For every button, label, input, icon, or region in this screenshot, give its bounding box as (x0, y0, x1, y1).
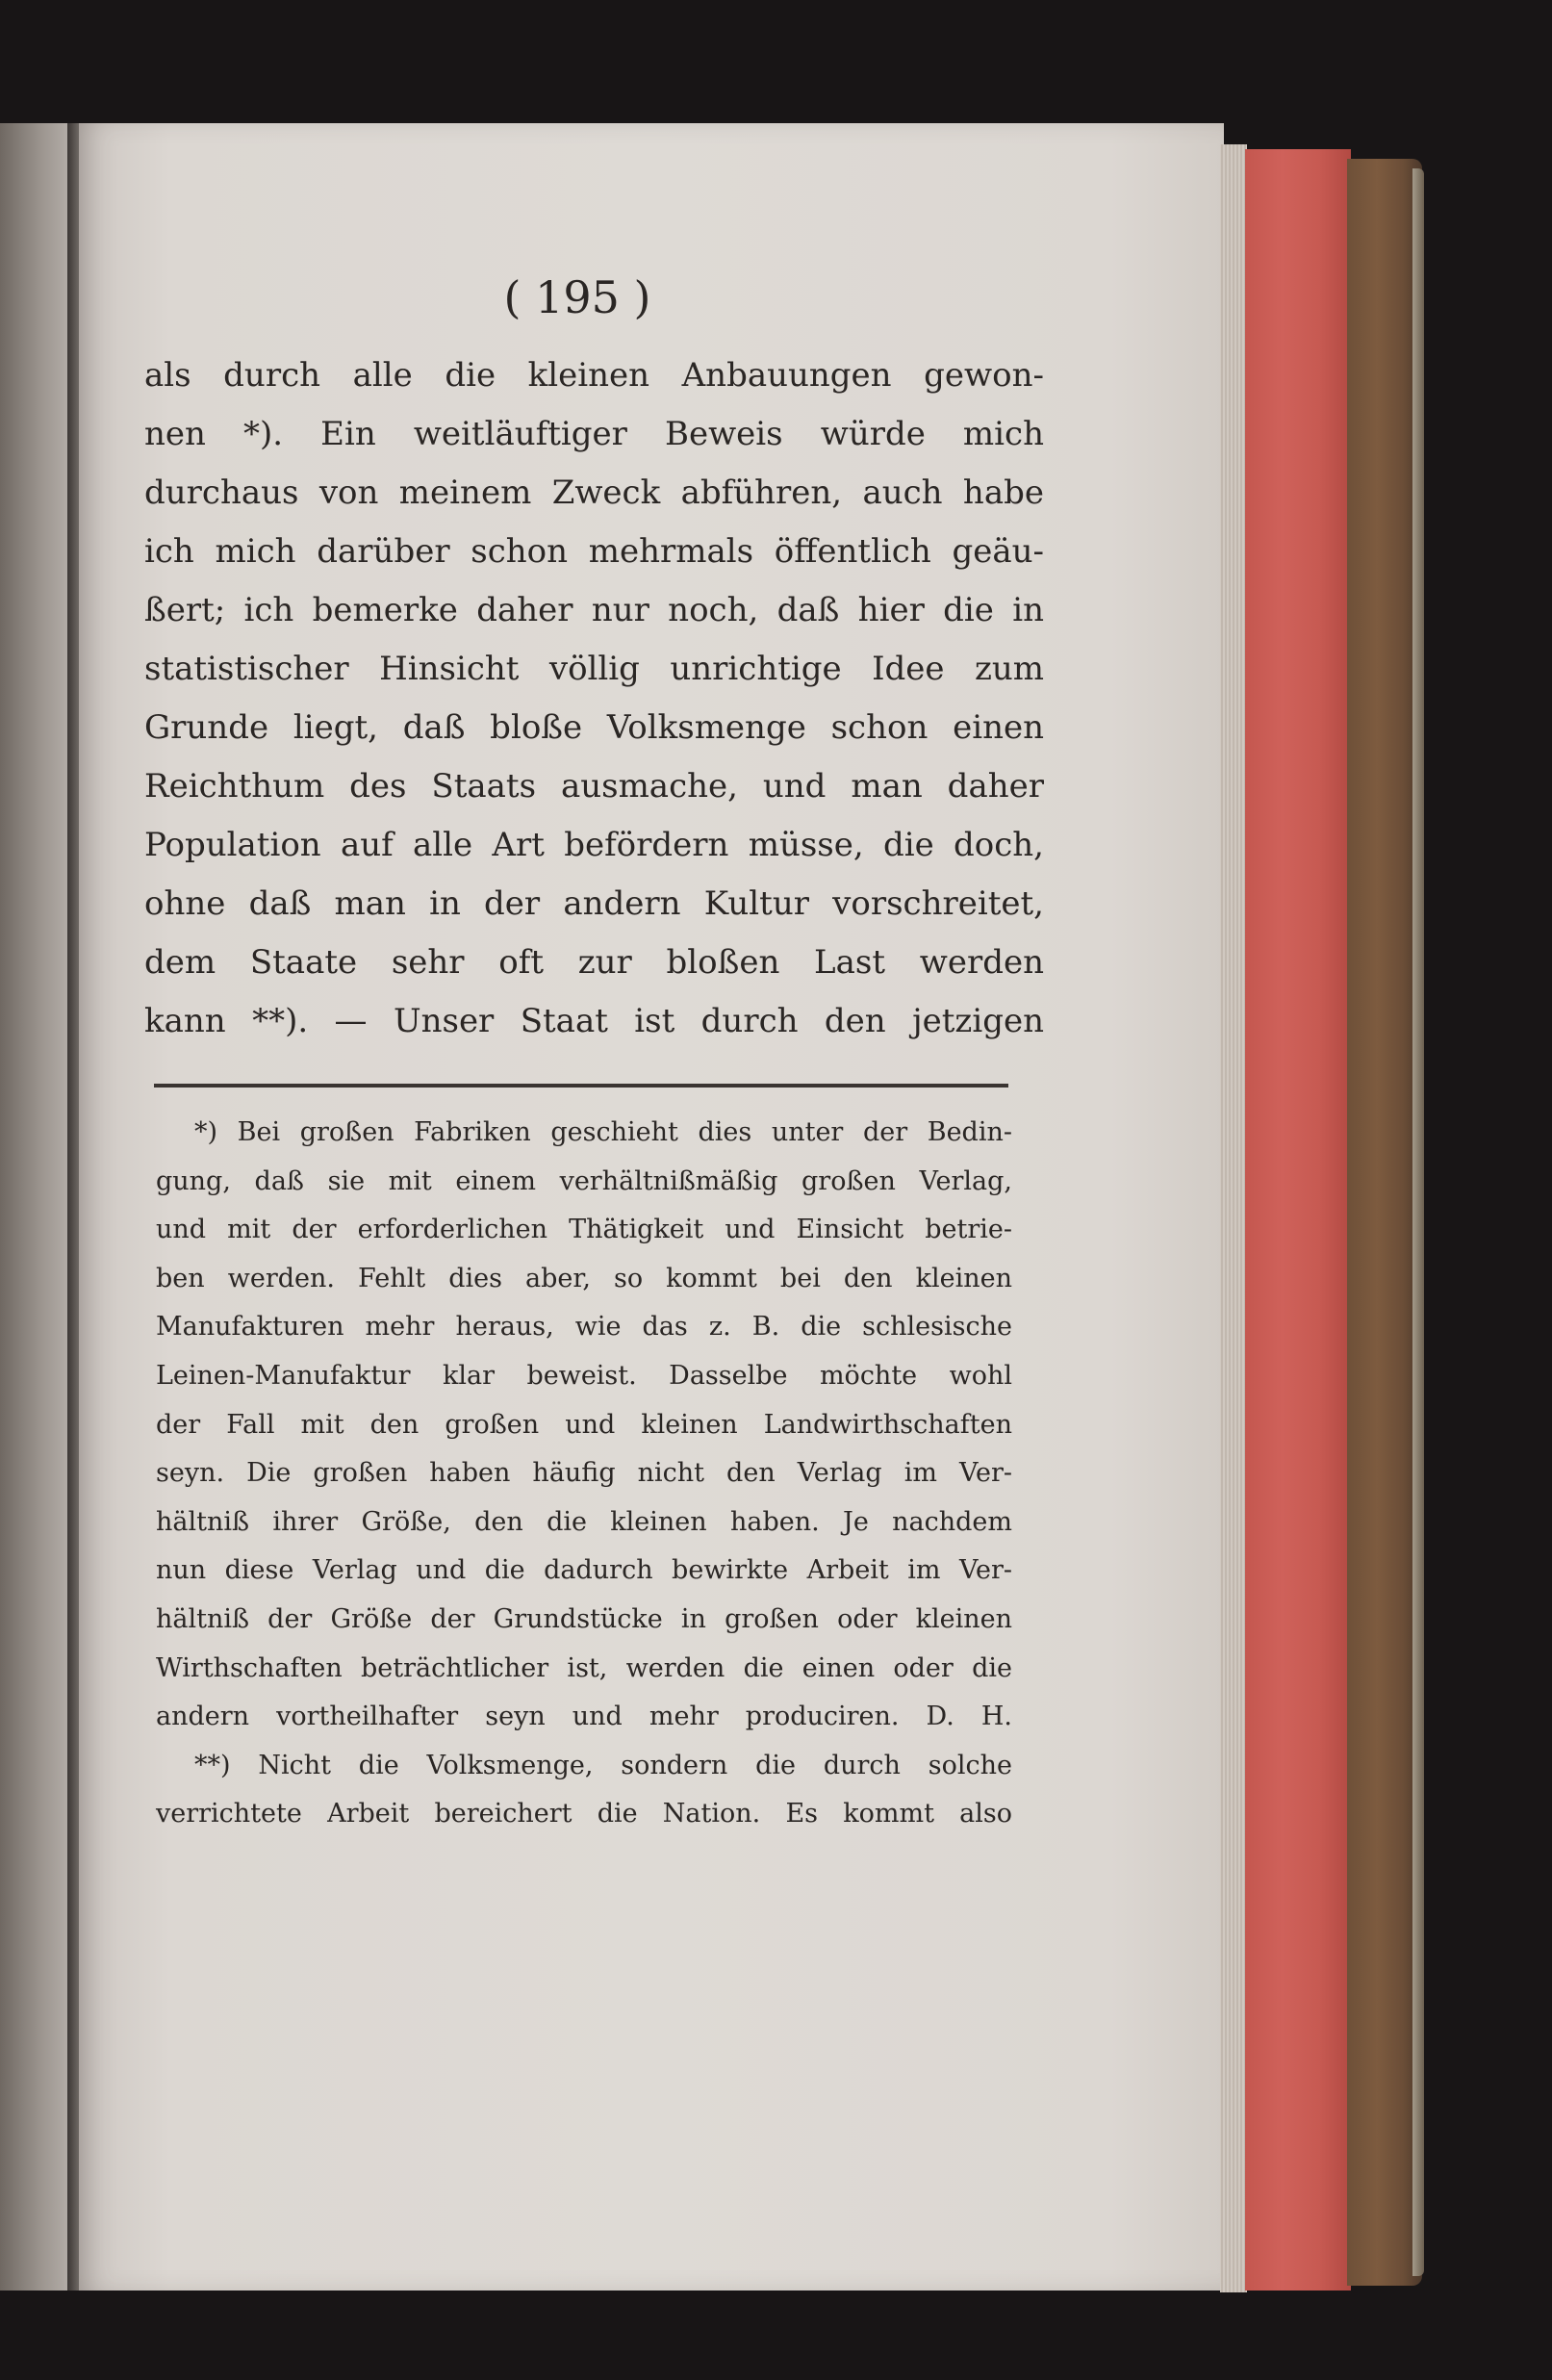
body-line: ich mich darüber schon mehrmals öffentlich geäu- (144, 532, 1044, 571)
footnote-line: gung, daß sie mit einem verhältnißmäßig großen Verlag, (156, 1165, 1012, 1196)
page-number: ( 195 ) (503, 271, 651, 323)
footnote-line: und mit der erforderlichen Thätigkeit und Einsicht betrie- (156, 1215, 1012, 1245)
body-text (144, 346, 1044, 1051)
footnote-line: verrichtete Arbeit bereichert die Nation. Es kommt also (156, 1799, 1012, 1830)
body-line: statistischer Hinsicht völlig unrichtige Idee zum (144, 650, 1044, 688)
footnote-line: seyn. Die großen haben häufig nicht den Verlag im Ver- (156, 1458, 1012, 1489)
page-stack-edge (1220, 144, 1247, 2292)
body-line: als durch alle die kleinen Anbauungen gewon- (144, 356, 1044, 395)
book-cover (1347, 159, 1422, 2286)
previous-page-edge (0, 123, 75, 2290)
footnote-line: andern vortheilhafter seyn und mehr produciren. D. H. (156, 1702, 1012, 1732)
body-line: durchaus von meinem Zweck abführen, auch habe (144, 473, 1044, 512)
red-fore-edge (1245, 149, 1351, 2290)
body-line: ßert; ich bemerke daher nur noch, daß hier die in (144, 591, 1044, 629)
body-line: Grunde liegt, daß bloße Volksmenge schon einen (144, 708, 1044, 747)
body-line: nen *). Ein weitläuftiger Beweis würde mich (144, 415, 1044, 453)
footnote-line: Wirthschaften beträchtlicher ist, werden die einen oder die (156, 1652, 1012, 1683)
footnote-line: hältniß der Größe der Grundstücke in großen oder kleinen (156, 1603, 1012, 1634)
footnote-line: Manufakturen mehr heraus, wie das z. B. die schlesische (156, 1312, 1012, 1343)
body-line: Reichthum des Staats ausmache, und man daher (144, 767, 1044, 806)
body-line: Population auf alle Art befördern müsse, die doch, (144, 826, 1044, 864)
footnotes (156, 1109, 1012, 1839)
footnote-line: ben werden. Fehlt dies aber, so kommt bei den kleinen (156, 1263, 1012, 1293)
footnote-line: **) Nicht die Volksmenge, sondern die durch solche (194, 1750, 1012, 1780)
footnote-line: der Fall mit den großen und kleinen Landwirthschaften (156, 1409, 1012, 1440)
footnote-separator (154, 1084, 1008, 1088)
body-line: kann **). — Unser Staat ist durch den jetzigen (144, 1002, 1044, 1040)
cover-edge (1412, 168, 1424, 2276)
footnote-line: *) Bei großen Fabriken geschieht dies unter der Bedin- (194, 1117, 1012, 1147)
body-line: dem Staate sehr oft zur bloßen Last werden (144, 943, 1044, 982)
footnote-line: hältniß ihrer Größe, den die kleinen haben. Je nachdem (156, 1506, 1012, 1537)
body-line: ohne daß man in der andern Kultur vorschreitet, (144, 884, 1044, 923)
footnote-line: Leinen-Manufaktur klar beweist. Dasselbe möchte wohl (156, 1360, 1012, 1391)
footnote-line: nun diese Verlag und die dadurch bewirkte Arbeit im Ver- (156, 1555, 1012, 1586)
